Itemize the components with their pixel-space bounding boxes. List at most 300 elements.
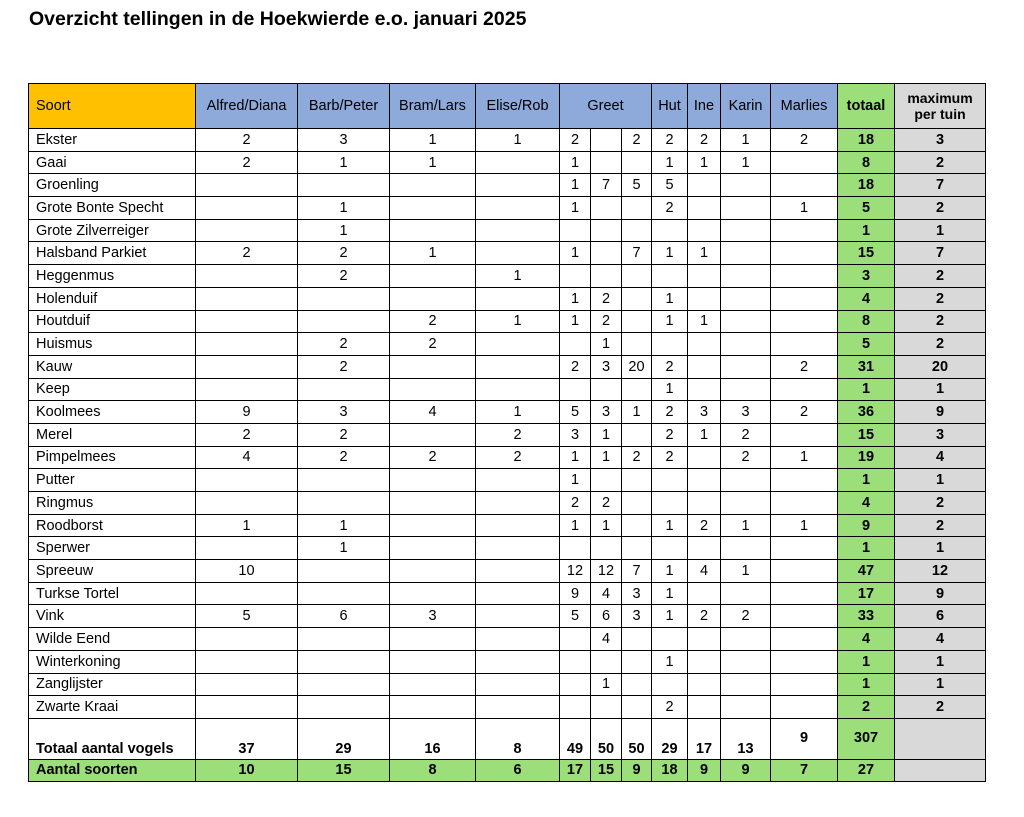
count-cell: 15 <box>298 759 390 781</box>
max-cell: 2 <box>895 151 986 174</box>
count-cell <box>652 492 688 515</box>
max-cell: 2 <box>895 310 986 333</box>
count-cell: 7 <box>591 174 622 197</box>
total-cell: 5 <box>838 333 895 356</box>
count-cell <box>196 378 298 401</box>
count-cell <box>196 537 298 560</box>
count-cell: 3 <box>298 401 390 424</box>
count-cell <box>721 287 771 310</box>
count-cell: 1 <box>298 219 390 242</box>
count-cell: 29 <box>298 718 390 759</box>
count-cell <box>721 582 771 605</box>
count-cell: 1 <box>560 151 591 174</box>
count-cell <box>688 446 721 469</box>
count-cell: 7 <box>771 759 838 781</box>
species-name: Merel <box>29 423 196 446</box>
count-cell: 1 <box>652 242 688 265</box>
header-max: maximum per tuin <box>895 84 986 129</box>
count-cell <box>622 378 652 401</box>
count-cell <box>721 333 771 356</box>
table-row <box>29 560 986 583</box>
count-cell <box>622 310 652 333</box>
count-cell <box>476 219 560 242</box>
total-cell: 3 <box>838 265 895 288</box>
count-cell: 6 <box>476 759 560 781</box>
count-cell: 9 <box>560 582 591 605</box>
count-cell: 3 <box>390 605 476 628</box>
count-cell: 2 <box>688 514 721 537</box>
count-cell <box>771 582 838 605</box>
bird-count-table <box>28 83 986 782</box>
count-cell: 2 <box>652 401 688 424</box>
count-cell <box>771 492 838 515</box>
header-observer: Elise/Rob <box>476 84 560 129</box>
count-cell <box>476 355 560 378</box>
count-cell <box>591 151 622 174</box>
count-cell <box>476 287 560 310</box>
count-cell: 1 <box>688 151 721 174</box>
count-cell <box>721 650 771 673</box>
count-cell: 4 <box>591 582 622 605</box>
page-title: Overzicht tellingen in de Hoekwierde e.o. januari 2025 <box>29 8 527 30</box>
count-cell <box>771 265 838 288</box>
count-cell <box>390 650 476 673</box>
count-cell: 3 <box>622 605 652 628</box>
count-cell <box>196 673 298 696</box>
count-cell <box>622 333 652 356</box>
table-row <box>29 378 986 401</box>
count-cell: 1 <box>591 333 622 356</box>
count-cell <box>390 673 476 696</box>
total-cell: 1 <box>838 537 895 560</box>
count-cell <box>560 673 591 696</box>
count-cell: 7 <box>622 242 652 265</box>
count-cell <box>390 355 476 378</box>
count-cell: 12 <box>560 560 591 583</box>
count-cell <box>688 650 721 673</box>
header-observer: Barb/Peter <box>298 84 390 129</box>
max-cell: 4 <box>895 628 986 651</box>
species-name: Zwarte Kraai <box>29 696 196 719</box>
species-name: Winterkoning <box>29 650 196 673</box>
count-cell: 2 <box>688 129 721 152</box>
count-cell <box>688 265 721 288</box>
max-cell: 1 <box>895 650 986 673</box>
count-cell <box>476 333 560 356</box>
count-cell <box>476 469 560 492</box>
max-cell: 4 <box>895 446 986 469</box>
count-cell <box>298 650 390 673</box>
count-cell <box>390 287 476 310</box>
count-cell <box>390 174 476 197</box>
count-cell <box>476 650 560 673</box>
total-cell: 1 <box>838 219 895 242</box>
total-cell: 8 <box>838 310 895 333</box>
count-cell <box>390 628 476 651</box>
count-cell: 2 <box>652 355 688 378</box>
table-row <box>29 423 986 446</box>
total-cell: 17 <box>838 582 895 605</box>
count-cell: 2 <box>390 446 476 469</box>
table-row <box>29 219 986 242</box>
count-cell <box>771 151 838 174</box>
max-cell: 12 <box>895 560 986 583</box>
species-name: Huismus <box>29 333 196 356</box>
count-cell: 2 <box>196 129 298 152</box>
count-cell: 2 <box>652 446 688 469</box>
species-name: Holenduif <box>29 287 196 310</box>
count-cell <box>622 423 652 446</box>
table-row <box>29 310 986 333</box>
count-cell <box>390 696 476 719</box>
count-cell <box>560 537 591 560</box>
count-cell: 1 <box>652 378 688 401</box>
count-cell <box>771 423 838 446</box>
species-name: Spreeuw <box>29 560 196 583</box>
max-cell: 2 <box>895 287 986 310</box>
count-cell: 1 <box>652 605 688 628</box>
count-cell <box>688 378 721 401</box>
total-cell: 307 <box>838 718 895 759</box>
count-cell <box>476 151 560 174</box>
count-cell: 5 <box>196 605 298 628</box>
count-cell: 1 <box>771 197 838 220</box>
count-cell <box>476 605 560 628</box>
count-cell: 2 <box>476 446 560 469</box>
total-cell: 15 <box>838 423 895 446</box>
table-row <box>29 605 986 628</box>
species-name: Halsband Parkiet <box>29 242 196 265</box>
count-cell <box>298 378 390 401</box>
count-cell <box>721 310 771 333</box>
count-cell: 2 <box>560 355 591 378</box>
count-cell <box>390 219 476 242</box>
total-cell: 5 <box>838 197 895 220</box>
count-cell <box>721 219 771 242</box>
count-cell: 2 <box>476 423 560 446</box>
count-cell <box>721 696 771 719</box>
count-cell <box>771 469 838 492</box>
count-cell: 3 <box>591 401 622 424</box>
table-row <box>29 174 986 197</box>
count-cell: 2 <box>622 446 652 469</box>
count-cell: 4 <box>390 401 476 424</box>
count-cell <box>476 492 560 515</box>
header-species: Soort <box>29 84 196 129</box>
count-cell: 1 <box>390 151 476 174</box>
count-cell <box>390 265 476 288</box>
count-cell <box>771 310 838 333</box>
count-cell: 1 <box>476 401 560 424</box>
count-cell <box>622 287 652 310</box>
species-name: Houtduif <box>29 310 196 333</box>
count-cell <box>622 628 652 651</box>
table-row <box>29 673 986 696</box>
count-cell: 2 <box>390 333 476 356</box>
count-cell <box>476 378 560 401</box>
total-cell: 2 <box>838 696 895 719</box>
count-cell <box>476 242 560 265</box>
count-cell <box>196 582 298 605</box>
count-cell <box>622 650 652 673</box>
count-cell: 2 <box>771 401 838 424</box>
count-cell <box>196 696 298 719</box>
count-cell <box>622 673 652 696</box>
count-cell: 1 <box>652 650 688 673</box>
count-cell: 1 <box>652 287 688 310</box>
count-cell: 1 <box>560 174 591 197</box>
count-cell: 9 <box>688 759 721 781</box>
max-cell: 9 <box>895 401 986 424</box>
count-cell <box>298 560 390 583</box>
count-cell: 5 <box>560 401 591 424</box>
total-cell: 9 <box>838 514 895 537</box>
count-cell: 2 <box>688 605 721 628</box>
count-cell: 50 <box>622 718 652 759</box>
count-cell: 1 <box>298 537 390 560</box>
count-cell <box>721 355 771 378</box>
count-cell <box>652 537 688 560</box>
count-cell <box>196 310 298 333</box>
table-row <box>29 129 986 152</box>
table-row <box>29 355 986 378</box>
count-cell: 1 <box>721 514 771 537</box>
count-cell <box>591 469 622 492</box>
count-cell <box>688 469 721 492</box>
count-cell <box>390 492 476 515</box>
total-cell: 27 <box>838 759 895 781</box>
count-cell <box>688 673 721 696</box>
count-cell <box>771 537 838 560</box>
count-cell: 1 <box>622 401 652 424</box>
count-cell: 17 <box>688 718 721 759</box>
count-cell: 1 <box>771 514 838 537</box>
count-cell <box>476 696 560 719</box>
count-cell <box>721 673 771 696</box>
count-cell: 5 <box>652 174 688 197</box>
max-cell: 2 <box>895 514 986 537</box>
count-cell: 9 <box>771 718 838 759</box>
count-cell: 13 <box>721 718 771 759</box>
max-cell <box>895 759 986 781</box>
count-cell <box>652 628 688 651</box>
table-row <box>29 265 986 288</box>
count-cell: 1 <box>560 242 591 265</box>
count-cell <box>298 310 390 333</box>
count-cell <box>196 650 298 673</box>
count-cell: 2 <box>771 129 838 152</box>
count-cell <box>622 537 652 560</box>
count-cell <box>390 378 476 401</box>
count-cell: 1 <box>390 129 476 152</box>
max-cell: 9 <box>895 582 986 605</box>
count-cell <box>196 628 298 651</box>
max-cell: 2 <box>895 197 986 220</box>
max-cell <box>895 718 986 759</box>
header-observer: Hut <box>652 84 688 129</box>
count-cell <box>688 582 721 605</box>
count-cell: 1 <box>688 310 721 333</box>
count-cell <box>721 242 771 265</box>
count-cell: 1 <box>298 514 390 537</box>
count-cell: 6 <box>298 605 390 628</box>
count-cell: 4 <box>591 628 622 651</box>
species-name: Heggenmus <box>29 265 196 288</box>
count-cell <box>560 696 591 719</box>
header-total: totaal <box>838 84 895 129</box>
count-cell: 2 <box>652 197 688 220</box>
count-cell <box>688 219 721 242</box>
count-cell <box>390 197 476 220</box>
count-cell: 1 <box>560 287 591 310</box>
table-body <box>29 129 986 782</box>
count-cell: 1 <box>652 151 688 174</box>
count-cell: 2 <box>652 696 688 719</box>
count-cell: 1 <box>390 242 476 265</box>
total-cell: 1 <box>838 673 895 696</box>
count-cell: 5 <box>560 605 591 628</box>
count-cell <box>721 492 771 515</box>
count-cell <box>771 560 838 583</box>
count-cell: 9 <box>622 759 652 781</box>
total-cell: 1 <box>838 378 895 401</box>
count-cell: 2 <box>591 310 622 333</box>
count-cell <box>721 265 771 288</box>
table-row <box>29 628 986 651</box>
count-cell <box>721 469 771 492</box>
max-cell: 2 <box>895 696 986 719</box>
total-cell: 1 <box>838 469 895 492</box>
table-row <box>29 650 986 673</box>
count-cell <box>298 492 390 515</box>
count-cell: 1 <box>721 560 771 583</box>
count-cell: 18 <box>652 759 688 781</box>
max-cell: 1 <box>895 537 986 560</box>
species-name: Turkse Tortel <box>29 582 196 605</box>
count-cell: 8 <box>390 759 476 781</box>
count-cell <box>591 197 622 220</box>
count-cell <box>622 197 652 220</box>
count-cell <box>390 469 476 492</box>
count-cell: 20 <box>622 355 652 378</box>
header-observer: Bram/Lars <box>390 84 476 129</box>
total-cell: 15 <box>838 242 895 265</box>
count-cell: 1 <box>771 446 838 469</box>
count-cell <box>591 129 622 152</box>
total-cell: 4 <box>838 628 895 651</box>
count-cell <box>771 333 838 356</box>
header-observer: Alfred/Diana <box>196 84 298 129</box>
count-cell <box>688 537 721 560</box>
count-cell <box>688 492 721 515</box>
table-row <box>29 446 986 469</box>
count-cell <box>560 650 591 673</box>
count-cell: 9 <box>721 759 771 781</box>
species-name: Ekster <box>29 129 196 152</box>
count-cell <box>591 537 622 560</box>
count-cell: 1 <box>652 310 688 333</box>
max-cell: 2 <box>895 265 986 288</box>
table-row <box>29 197 986 220</box>
count-cell <box>688 174 721 197</box>
count-cell: 2 <box>771 355 838 378</box>
count-cell: 2 <box>298 423 390 446</box>
count-cell: 1 <box>721 129 771 152</box>
count-cell: 50 <box>591 718 622 759</box>
count-cell <box>622 514 652 537</box>
count-cell: 1 <box>591 673 622 696</box>
count-cell: 29 <box>652 718 688 759</box>
count-cell <box>771 605 838 628</box>
count-cell <box>771 650 838 673</box>
count-cell: 2 <box>196 423 298 446</box>
count-cell <box>591 265 622 288</box>
count-cell <box>771 696 838 719</box>
count-cell <box>196 287 298 310</box>
count-cell <box>476 673 560 696</box>
species-name: Sperwer <box>29 537 196 560</box>
count-cell <box>771 673 838 696</box>
count-cell <box>622 265 652 288</box>
species-name: Grote Bonte Specht <box>29 197 196 220</box>
species-name: Putter <box>29 469 196 492</box>
count-cell: 17 <box>560 759 591 781</box>
count-cell: 2 <box>652 423 688 446</box>
total-cell: 1 <box>838 650 895 673</box>
total-cell: 31 <box>838 355 895 378</box>
count-cell: 1 <box>560 514 591 537</box>
count-cell <box>771 219 838 242</box>
species-name: Aantal soorten <box>29 759 196 781</box>
header-observer: Marlies <box>771 84 838 129</box>
max-cell: 1 <box>895 219 986 242</box>
count-cell <box>591 650 622 673</box>
count-cell: 2 <box>298 446 390 469</box>
count-cell <box>560 628 591 651</box>
count-cell: 2 <box>298 333 390 356</box>
count-cell <box>476 174 560 197</box>
count-cell: 1 <box>560 197 591 220</box>
count-cell <box>196 333 298 356</box>
species-name: Grote Zilverreiger <box>29 219 196 242</box>
count-cell <box>196 219 298 242</box>
species-name: Kauw <box>29 355 196 378</box>
count-cell: 2 <box>591 287 622 310</box>
count-cell: 2 <box>560 492 591 515</box>
species-name: Pimpelmees <box>29 446 196 469</box>
count-cell: 2 <box>721 423 771 446</box>
count-cell: 49 <box>560 718 591 759</box>
count-cell: 6 <box>591 605 622 628</box>
count-cell <box>652 333 688 356</box>
table-row <box>29 242 986 265</box>
max-cell: 1 <box>895 673 986 696</box>
count-cell <box>622 492 652 515</box>
count-cell: 7 <box>622 560 652 583</box>
count-cell <box>476 560 560 583</box>
count-cell: 10 <box>196 560 298 583</box>
count-cell <box>298 582 390 605</box>
count-cell <box>390 537 476 560</box>
count-cell <box>652 265 688 288</box>
count-cell: 4 <box>196 446 298 469</box>
count-cell <box>298 673 390 696</box>
count-cell <box>771 378 838 401</box>
max-cell: 1 <box>895 378 986 401</box>
count-cell <box>622 469 652 492</box>
count-cell <box>298 696 390 719</box>
count-cell: 3 <box>560 423 591 446</box>
